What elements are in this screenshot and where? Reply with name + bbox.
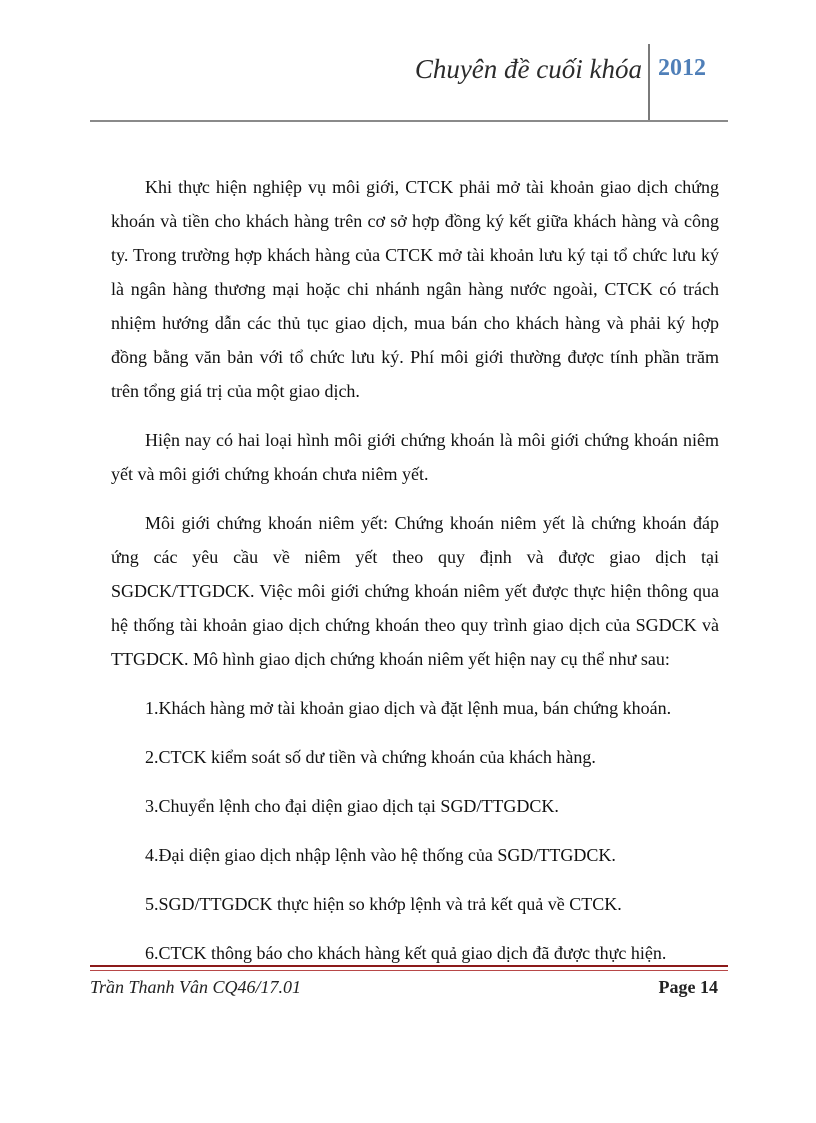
page-number: Page 14 [658,977,718,997]
header-divider [648,44,650,120]
paragraph: Môi giới chứng khoán niêm yết: Chứng khoán niêm yết là chứng khoán đáp ứng các yêu cầu về niêm yết theo quy định và được giao dịch tại SGDCK/TTGDCK. Việc môi giới chứng khoán niêm yết được thực hiện thông qua hệ thống tài khoản giao dịch chứng khoán theo quy trình giao dịch của SGDCK và TTGDCK. Mô hình giao dịch chứng khoán niêm yết hiện nay cụ thể như sau: [111,513,719,669]
list-item: 3.Chuyển lệnh cho đại diện giao dịch tại SGD/TTGDCK. [145,796,559,816]
list-item: 5.SGD/TTGDCK thực hiện so khớp lệnh và trả kết quả về CTCK. [145,894,622,914]
footer-rule [90,965,728,967]
list-item: 6.CTCK thông báo cho khách hàng kết quả giao dịch đã được thực hiện. [145,943,667,963]
header-title: Chuyên đề cuối khóa [414,54,642,84]
list-item: 2.CTCK kiểm soát số dư tiền và chứng khoán của khách hàng. [145,747,596,767]
header-year: 2012 [658,55,706,81]
page-header [90,44,728,120]
paragraph: Khi thực hiện nghiệp vụ môi giới, CTCK phải mở tài khoản giao dịch chứng khoán và tiền cho khách hàng trên cơ sở hợp đồng ký kết giữa khách hàng và công ty. Trong trường hợp khách hàng của CTCK mở tài khoản lưu ký tại tổ chức lưu ký là ngân hàng thương mại hoặc chi nhánh ngân hàng nước ngoài, CTCK có trách nhiệm hướng dẫn các thủ tục giao dịch, mua bán cho khách hàng và phải ký hợp đồng bằng văn bản với tổ chức lưu ký. Phí môi giới thường được tính phần trăm trên tổng giá trị của một giao dịch. [111,177,719,401]
list-item: 1.Khách hàng mở tài khoản giao dịch và đặt lệnh mua, bán chứng khoán. [145,698,672,718]
list-item: 4.Đại diện giao dịch nhập lệnh vào hệ thống của SGD/TTGDCK. [145,845,616,865]
footer-rule-thin [90,970,728,971]
footer-author: Trần Thanh Vân CQ46/17.01 [90,977,302,997]
header-rule [90,120,728,122]
page-body [111,170,719,985]
paragraph: Hiện nay có hai loại hình môi giới chứng khoán là môi giới chứng khoán niêm yết và môi giới chứng khoán chưa niêm yết. [111,430,719,484]
